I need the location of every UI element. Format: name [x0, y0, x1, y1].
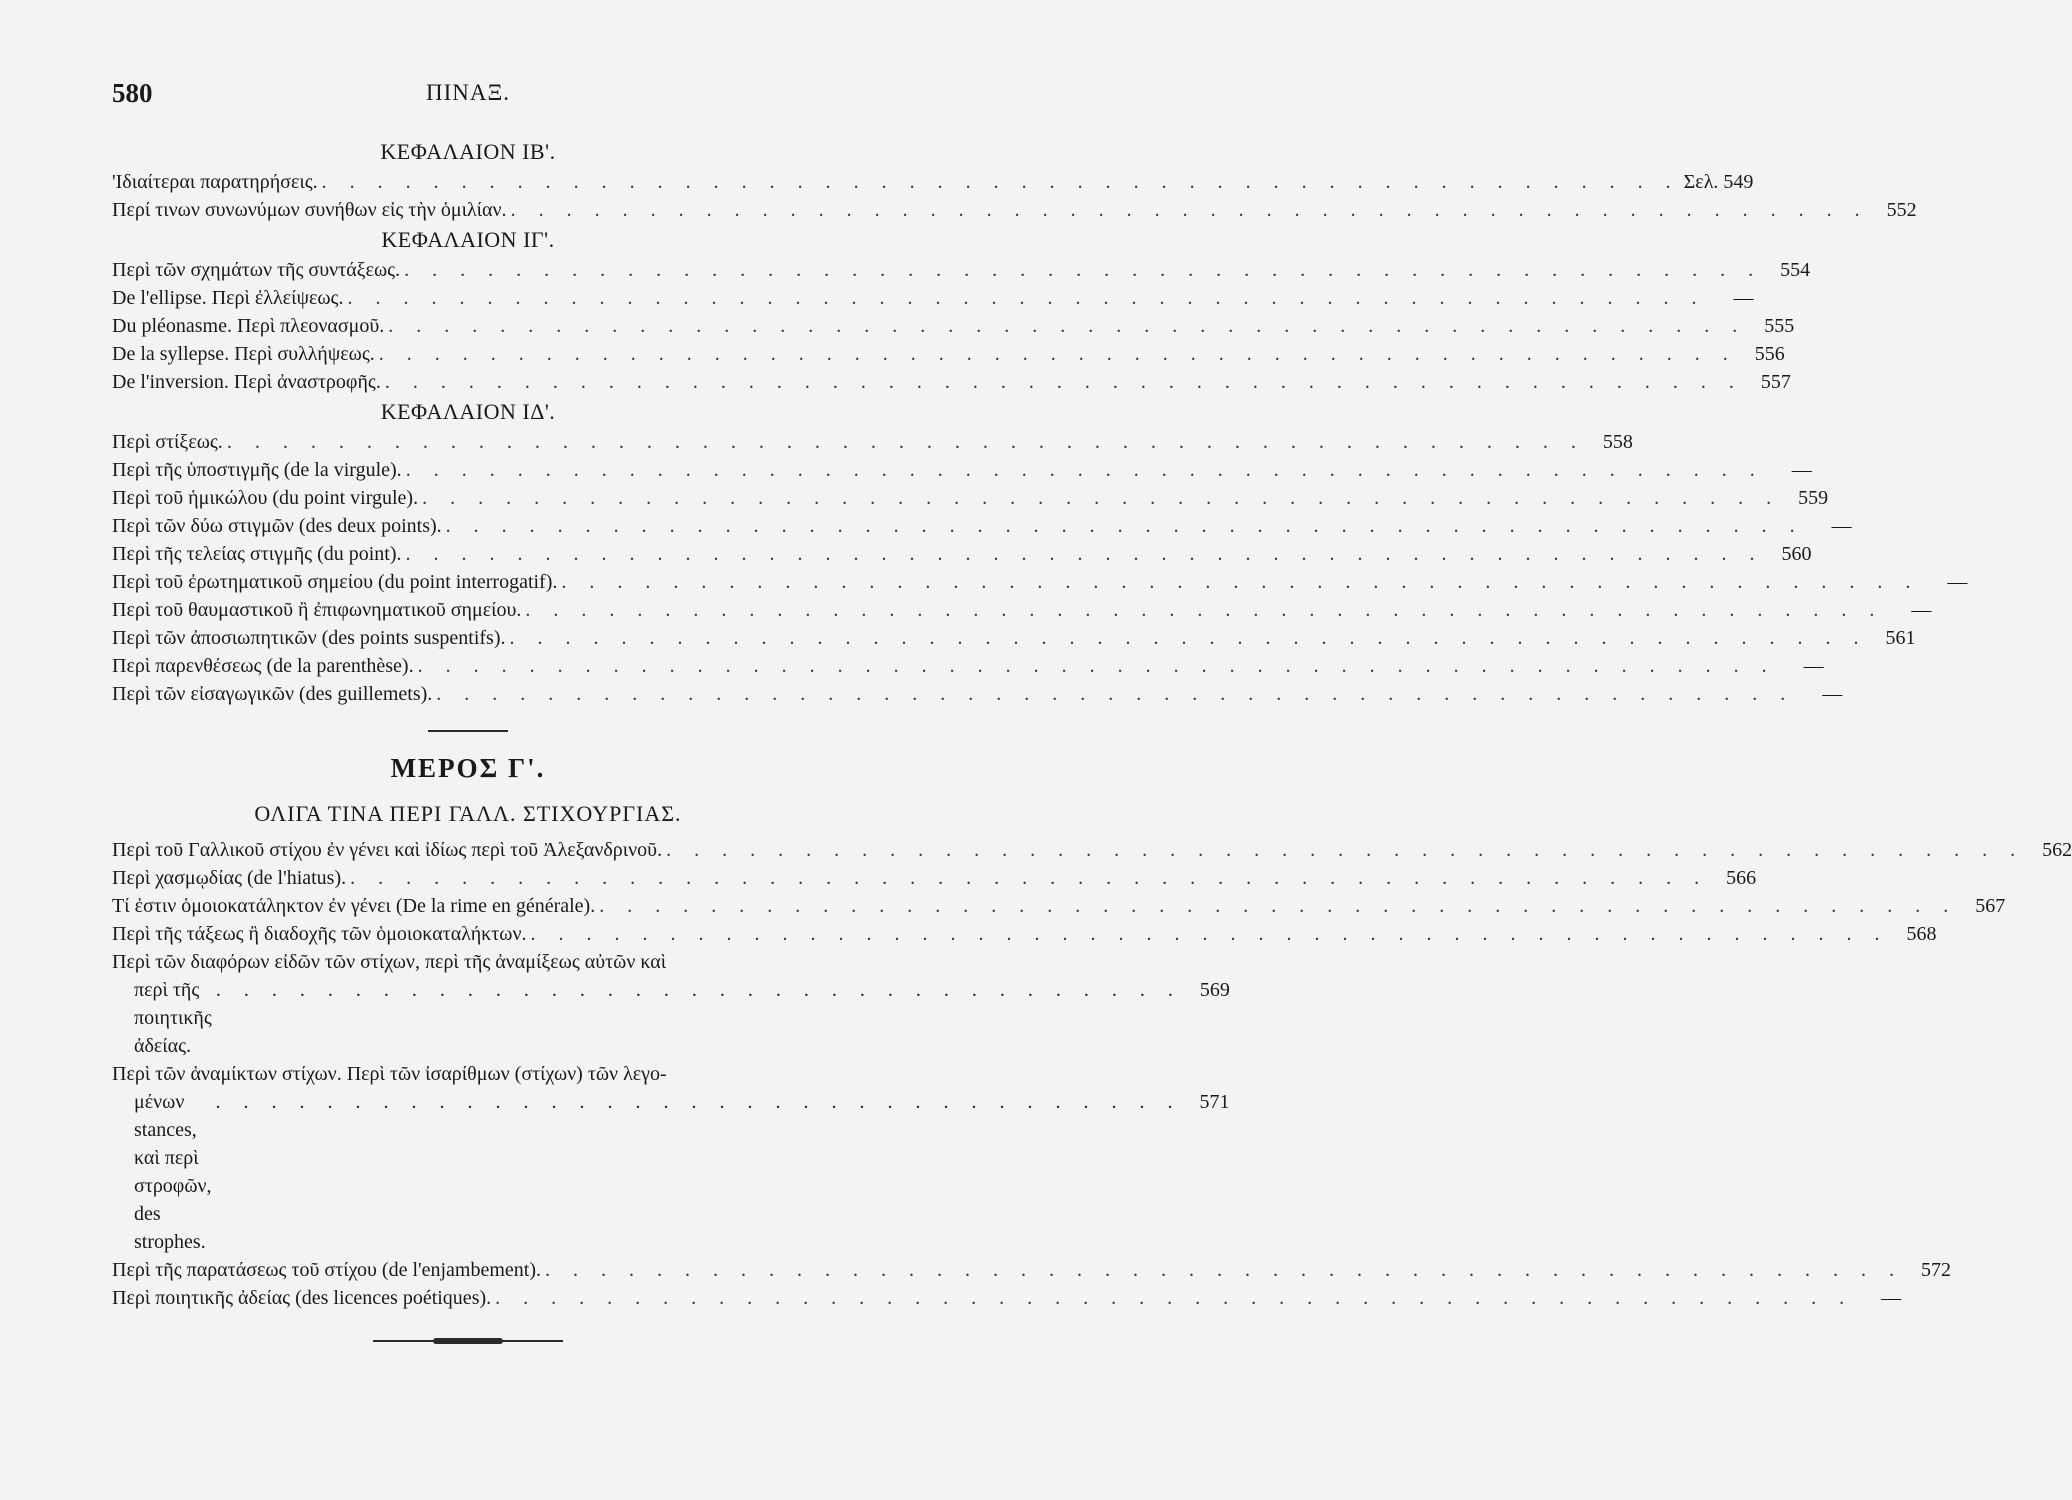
entry-page: 561: [1885, 627, 1916, 649]
entry-title: Περὶ τῶν ἀποσιωπητικῶν (des points suspentifs).: [112, 627, 506, 649]
dot-leader: [595, 892, 1961, 920]
entry-title-line2: μένων stances, καὶ περὶ στροφῶν, des strophes.: [134, 1091, 212, 1253]
toc-entry: [112, 1284, 1902, 1312]
page-number: 580: [112, 78, 153, 108]
entry-title: Περὶ στίξεως.: [112, 431, 223, 453]
entry-page: 555: [1764, 315, 1795, 337]
entry-title: Περί τινων συνωνύμων συνήθων εἰς τὴν ὁμιλίαν.: [112, 199, 507, 221]
entry-page: —: [1791, 459, 1812, 481]
entry-page: 552: [1886, 199, 1917, 221]
toc-entry-multiline: [112, 948, 1230, 1060]
entry-page: —: [1733, 287, 1754, 309]
entry-title-line1: Περὶ τῶν διαφόρων εἰδῶν τῶν στίχων, περὶ τῆς ἀναμίξεως αὐτῶν καὶ: [112, 951, 667, 973]
entry-page: —: [1911, 599, 1932, 621]
entry-title: Περὶ τῆς παρατάσεως τοῦ στίχου (de l'enjambement).: [112, 1259, 542, 1281]
entry-title: Περὶ παρενθέσεως (de la parenthèse).: [112, 655, 414, 677]
toc-entry: [112, 340, 1785, 368]
entry-page: 567: [1975, 895, 2006, 917]
toc-entry: [112, 312, 1795, 340]
entry-page: Σελ. 549: [1683, 171, 1754, 193]
entry-page: 571: [1199, 1091, 1230, 1113]
toc-entry: [112, 892, 2006, 920]
dot-leader: [432, 680, 1798, 708]
entry-title: 'Ιδιαίτεραι παρατηρήσεις.: [112, 171, 318, 193]
entry-page: —: [1881, 1287, 1902, 1309]
entry-title: Περὶ τοῦ Γαλλικοῦ στίχου ἐν γένει καὶ ἰδίως περὶ τοῦ Ἀλεξανδρινοῦ.: [112, 839, 663, 861]
ornament-center: [433, 1338, 503, 1344]
part-3-subtitle: ΟΛΙΓΑ ΤΙΝΑ ΠΕΡΙ ΓΑΛΛ. ΣΤΙΧΟΥΡΓΙΑΣ.: [254, 801, 682, 826]
dot-leader: [418, 484, 1784, 512]
entry-title: Περὶ τοῦ ἐρωτηματικοῦ σημείου (du point interrogatif).: [112, 571, 558, 593]
entry-page: 554: [1780, 259, 1811, 281]
toc-entry-multiline: [112, 1060, 1230, 1256]
toc-entry: [112, 624, 1916, 652]
toc-entry: [112, 368, 1791, 396]
toc-entry: [112, 1256, 1952, 1284]
entry-title: Περὶ τῆς τελείας στιγμῆς (du point).: [112, 543, 402, 565]
dot-leader: [521, 596, 1887, 624]
toc-entry: [112, 596, 1932, 624]
entry-title-line1: Περὶ τῶν ἀναμίκτων στίχων. Περὶ τῶν ἰσαρίθμων (στίχων) τῶν λεγο-: [112, 1063, 667, 1085]
entry-page: 557: [1760, 371, 1791, 393]
toc-entry: [112, 196, 1917, 224]
page-header: [112, 78, 824, 108]
dot-leader: [414, 652, 1780, 680]
chapter-12-heading: ΚΕΦΑΛΑΙΟΝ ΙΒ'.: [380, 139, 556, 164]
entry-page: 572: [1921, 1259, 1952, 1281]
entry-page: 566: [1726, 867, 1757, 889]
entry-page: 562: [2042, 839, 2072, 861]
dot-leader: [507, 196, 1873, 224]
dot-leader: [381, 368, 1747, 396]
section-divider: [428, 730, 508, 732]
toc-entry: [112, 256, 1811, 284]
entry-title: Τί ἐστιν ὁμοιοκατάληκτον ἐν γένει (De la rime en générale).: [112, 895, 596, 917]
toc-entry: [112, 484, 1829, 512]
toc-entry: [112, 540, 1812, 568]
dot-leader: [402, 540, 1768, 568]
toc-entry: [112, 284, 1754, 312]
toc-entry: [112, 168, 1754, 196]
toc-entry: [112, 920, 1937, 948]
entry-title: Περὶ τῆς τάξεως ἢ διαδοχῆς τῶν ὁμοιοκαταλήκτων.: [112, 923, 527, 945]
toc-entry: [112, 680, 1843, 708]
entry-page: 569: [1199, 979, 1230, 1001]
dot-leader: [541, 1256, 1907, 1284]
chapter-13-heading: ΚΕΦΑΛΑΙΟΝ ΙΓ'.: [381, 227, 555, 252]
entry-title: De la syllepse. Περὶ συλλήψεως.: [112, 343, 375, 365]
entry-title: Du pléonasme. Περὶ πλεονασμοῦ.: [112, 315, 385, 337]
dot-leader: [212, 976, 1186, 1004]
entry-title: Περὶ ποιητικῆς ἀδείας (des licences poétiques).: [112, 1287, 492, 1309]
entry-title: Περὶ τῶν δύω στιγμῶν (des deux points).: [112, 515, 442, 537]
entry-title: Περὶ τοῦ ἡμικώλου (du point virgule).: [112, 487, 419, 509]
dot-leader: [212, 1088, 1186, 1116]
entry-title: Περὶ χασμῳδίας (de l'hiatus).: [112, 867, 347, 889]
running-title: ΠΙΝΑΞ.: [425, 80, 511, 105]
entry-title: Περὶ τῆς ὑποστιγμῆς (de la virgule).: [112, 459, 402, 481]
dot-leader: [343, 284, 1709, 312]
entry-page: —: [1803, 655, 1824, 677]
toc-entry: [112, 428, 1633, 456]
toc-entry: [112, 512, 1852, 540]
chapter-14-heading: ΚΕΦΑΛΑΙΟΝ ΙΔ'.: [380, 399, 556, 424]
entry-title-line2: περὶ τῆς ποιητικῆς ἀδείας.: [134, 979, 212, 1057]
entry-page: 568: [1906, 923, 1937, 945]
toc-entry: [112, 652, 1824, 680]
entry-page: 560: [1781, 543, 1812, 565]
dot-leader: [384, 312, 1750, 340]
table-of-contents: [112, 136, 2072, 1344]
end-ornament: [373, 1338, 563, 1344]
toc-entry: [112, 836, 2072, 864]
entry-page: 558: [1602, 431, 1633, 453]
entry-page: 559: [1798, 487, 1829, 509]
entry-continuation: [112, 976, 1230, 1060]
dot-leader: [506, 624, 1872, 652]
part-3-title: ΜΕΡΟΣ Γ'.: [390, 753, 546, 783]
dot-leader: [527, 920, 1893, 948]
dot-leader: [557, 568, 1923, 596]
dot-leader: [442, 512, 1808, 540]
entry-title: Περὶ τῶν σχημάτων τῆς συντάξεως.: [112, 259, 401, 281]
toc-entry: [112, 568, 1968, 596]
dot-leader: [375, 340, 1741, 368]
entry-title: De l'inversion. Περὶ ἀναστροφῆς.: [112, 371, 381, 393]
dot-leader: [402, 456, 1768, 484]
dot-leader: [223, 428, 1589, 456]
dot-leader: [318, 168, 1684, 196]
entry-continuation: [112, 1088, 1230, 1256]
entry-page: —: [1831, 515, 1852, 537]
entry-page: 556: [1754, 343, 1785, 365]
entry-title: De l'ellipse. Περὶ ἐλλείψεως.: [112, 287, 344, 309]
dot-leader: [662, 836, 2028, 864]
entry-title: Περὶ τῶν εἰσαγωγικῶν (des guillemets).: [112, 683, 433, 705]
toc-entry: [112, 456, 1812, 484]
entry-title: Περὶ τοῦ θαυμαστικοῦ ἢ ἐπιφωνηματικοῦ σημείου.: [112, 599, 522, 621]
dot-leader: [346, 864, 1712, 892]
dot-leader: [491, 1284, 1857, 1312]
entry-page: —: [1822, 683, 1843, 705]
entry-page: —: [1947, 571, 1968, 593]
toc-entry: [112, 864, 1757, 892]
dot-leader: [400, 256, 1766, 284]
